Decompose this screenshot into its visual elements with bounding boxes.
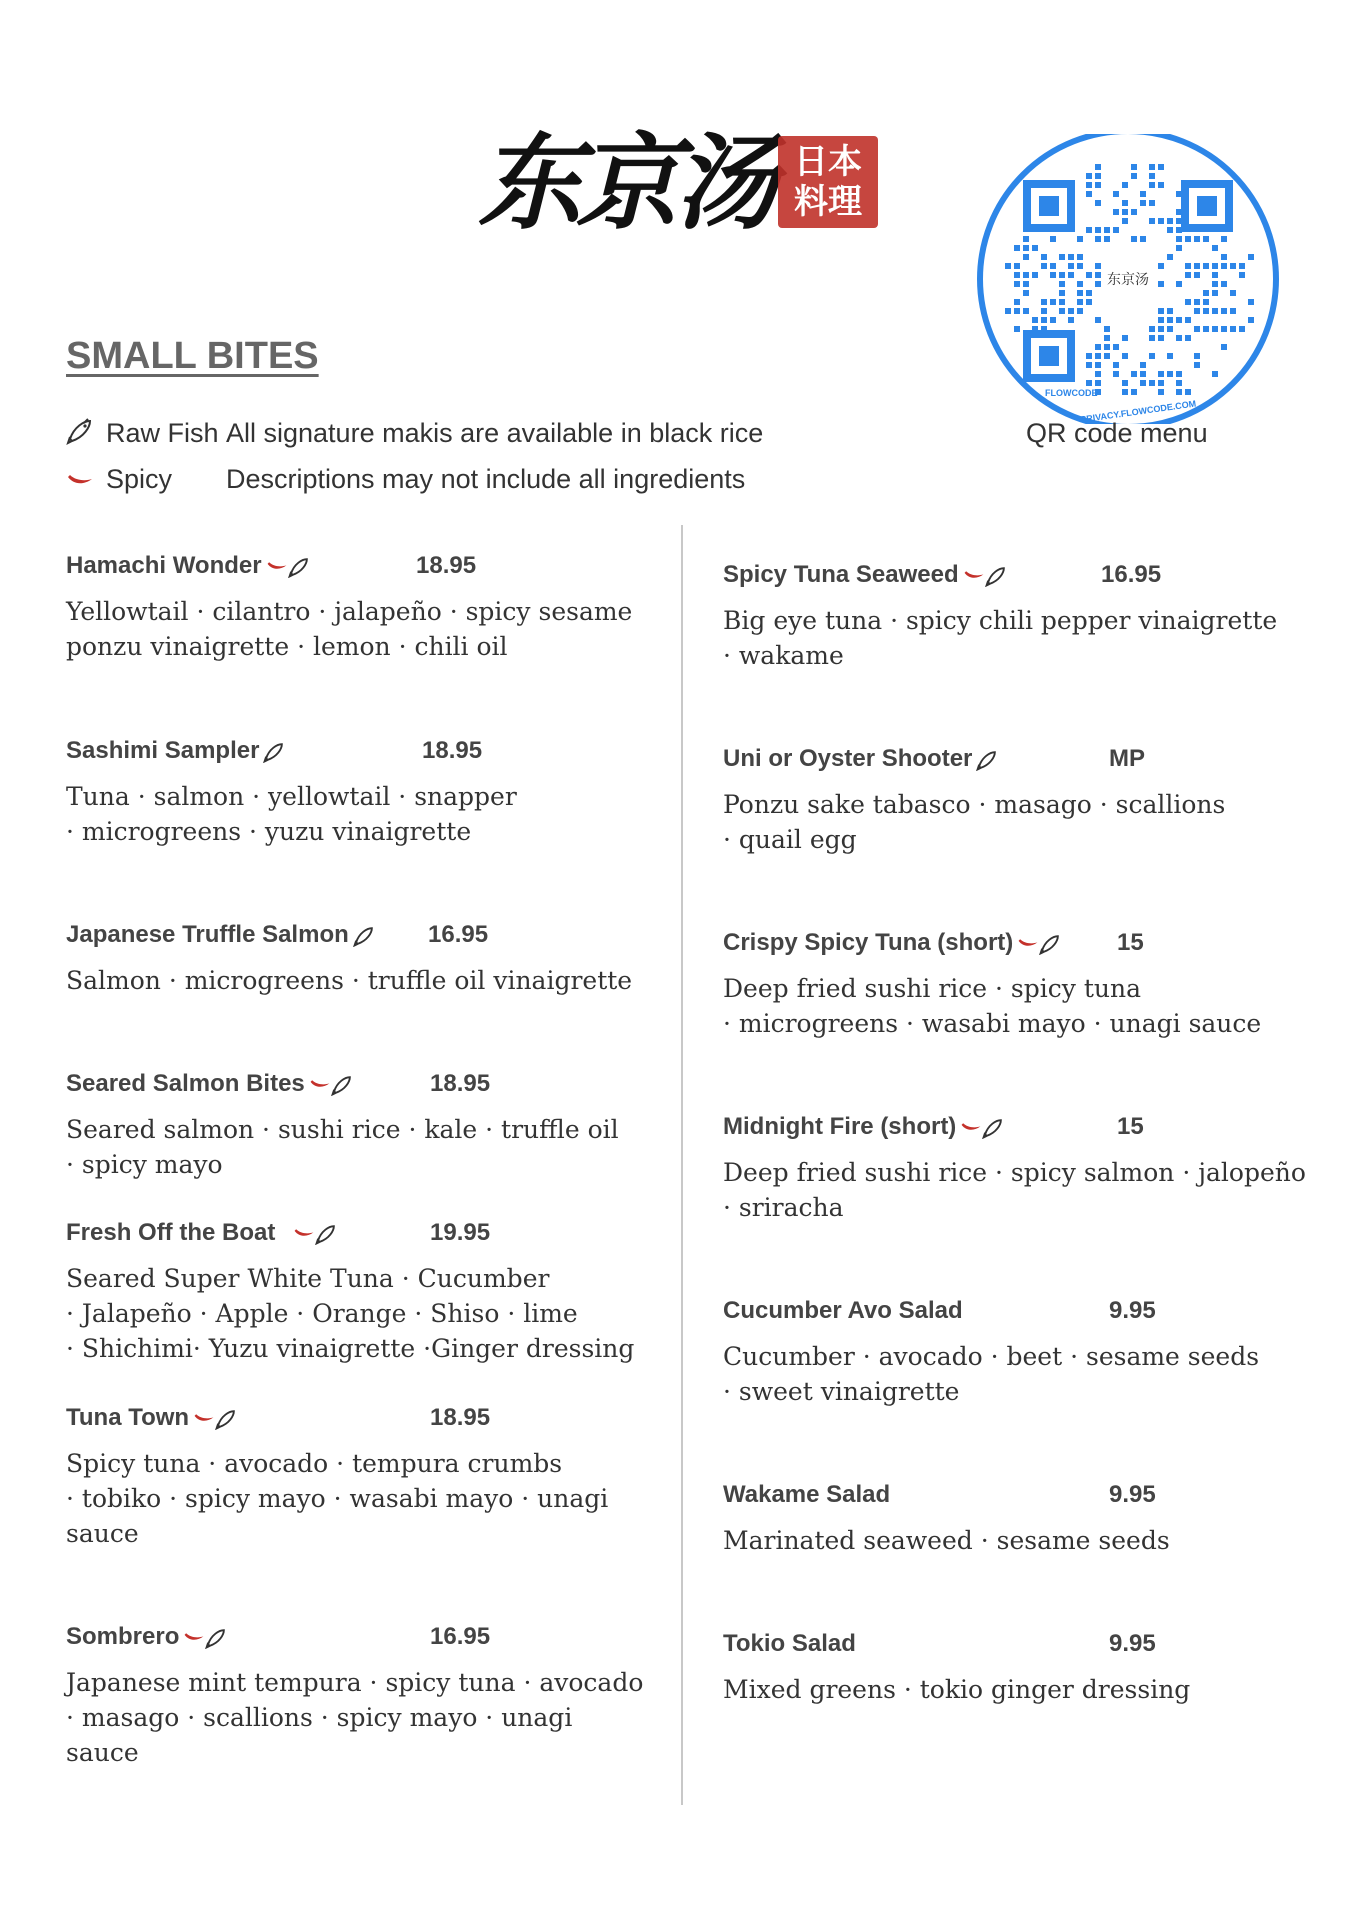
qr-module [1095,362,1101,368]
qr-module [1158,326,1164,332]
qr-module [1212,371,1218,377]
item-description: Spicy tuna · avocado · tempura crumbs · tobiko · spicy mayo · wasabi mayo · unagi sauce [66,1449,609,1548]
item-description: Seared salmon · sushi rice · kale · truffle oil · spicy mayo [66,1115,619,1179]
qr-module [1203,326,1209,332]
item-description: Big eye tuna · spicy chili pepper vinaigrette · wakame [723,606,1278,670]
item-description: Marinated seaweed · sesame seeds [723,1526,1170,1555]
qr-module [1095,227,1101,233]
qr-module [1095,263,1101,269]
item-price: 16.95 [428,921,489,948]
qr-module [1095,353,1101,359]
qr-module [1167,317,1173,323]
legend-spicy-label: Spicy [106,464,173,494]
qr-module [1104,326,1110,332]
qr-center-logo: 东京汤 [1107,272,1149,288]
qr-module [1086,380,1092,386]
qr-module [1158,164,1164,170]
item-price: MP [1109,745,1145,772]
qr-module [1167,254,1173,260]
qr-module [1131,371,1137,377]
fish-icon [263,741,285,763]
qr-module [1023,281,1029,287]
qr-module [1122,389,1128,395]
qr-module [1113,191,1119,197]
item-description: Deep fried sushi rice · spicy salmon · jalopeño · sriracha [723,1158,1306,1222]
menu-item-tokio-salad [723,1630,1360,1707]
fish-icon [982,1117,1004,1139]
qr-module [1176,236,1182,242]
qr-caption: QR code menu [1026,418,1208,448]
qr-module [1095,236,1101,242]
qr-module [1176,371,1182,377]
qr-module [1158,263,1164,269]
qr-module [1113,362,1119,368]
qr-module [1077,281,1083,287]
qr-module [1230,326,1236,332]
qr-module [1077,263,1083,269]
qr-module [1086,173,1092,179]
item-price: 18.95 [430,1070,491,1097]
item-description: Deep fried sushi rice · spicy tuna · microgreens · wasabi mayo · unagi sauce [723,974,1262,1038]
qr-module [1104,353,1110,359]
qr-module [1014,245,1020,251]
item-name: Crispy Spicy Tuna (short) [723,929,1014,956]
qr-module [1131,209,1137,215]
fish-icon [315,1223,337,1245]
qr-module [1221,236,1227,242]
qr-module [1068,254,1074,260]
qr-module [1041,317,1047,323]
qr-module [1086,272,1092,278]
item-description: Tuna · salmon · yellowtail · snapper · microgreens · yuzu vinaigrette [66,782,517,846]
qr-module [1122,335,1128,341]
qr-module [1068,263,1074,269]
qr-module [1059,299,1065,305]
qr-module [1212,326,1218,332]
qr-module [1167,218,1173,224]
qr-module [1113,371,1119,377]
qr-module [1230,308,1236,314]
logo-seal-stamp: 日本料理 [778,136,878,228]
item-price: 18.95 [422,737,483,764]
qr-module [1140,200,1146,206]
item-description: Cucumber · avocado · beet · sesame seeds · sweet vinaigrette [723,1342,1260,1406]
qr-module [1158,308,1164,314]
qr-module [1032,317,1038,323]
qr-module [1212,281,1218,287]
qr-module [1221,263,1227,269]
qr-module [1248,299,1254,305]
qr-module [1212,290,1218,296]
qr-module [1095,272,1101,278]
qr-module [1122,380,1128,386]
qr-module [1176,335,1182,341]
qr-module [1167,371,1173,377]
item-name: Midnight Fire (short) [723,1113,957,1140]
fish-icon [66,417,96,452]
qr-module [1194,362,1200,368]
qr-module [1221,344,1227,350]
menu-item-wakame-salad [723,1481,1360,1558]
qr-module [1176,380,1182,386]
qr-module [1167,326,1173,332]
item-name: Cucumber Avo Salad [723,1297,963,1324]
qr-module [1005,263,1011,269]
item-name: Seared Salmon Bites [66,1070,305,1097]
qr-module [1176,389,1182,395]
item-name: Wakame Salad [723,1481,891,1508]
qr-module [1050,299,1056,305]
fish-icon [976,749,998,771]
qr-module [1122,353,1128,359]
item-name: Sombrero [66,1623,180,1650]
section-title: SMALL BITES [66,335,319,377]
item-description: Seared Super White Tuna · Cucumber · Jalapeño · Apple · Orange · Shiso · lime · Shichimi· Yuzu vinaigrette ·Ginger dressing [66,1264,635,1363]
qr-module [1077,290,1083,296]
qr-module [1158,317,1164,323]
menu-item-crispy-spicy-tuna [723,929,1360,1041]
qr-module [1194,272,1200,278]
qr-module [1167,308,1173,314]
menu-item-cucumber-avo-salad [723,1297,1360,1409]
menu-item-japanese-truffle-salmon [66,921,706,998]
qr-module [1059,290,1065,296]
qr-module [1212,272,1218,278]
qr-module [1140,191,1146,197]
qr-module [1149,173,1155,179]
qr-module [1149,335,1155,341]
item-description: Mixed greens · tokio ginger dressing [723,1675,1191,1704]
qr-module [1185,272,1191,278]
item-price: 18.95 [416,552,477,579]
qr-module [1230,263,1236,269]
item-description: Ponzu sake tabasco · masago · scallions · quail egg [723,790,1226,854]
item-name: Tuna Town [66,1404,190,1431]
menu-item-hamachi-wonder [66,552,706,664]
menu-item-tuna-town [66,1404,706,1551]
qr-module [1086,290,1092,296]
qr-module [1104,344,1110,350]
qr-module [1239,263,1245,269]
qr-code[interactable] [975,134,1281,424]
qr-module [1185,236,1191,242]
menu-item-sashimi-sampler [66,737,706,849]
qr-module [1158,335,1164,341]
qr-module [1095,173,1101,179]
qr-module [1032,245,1038,251]
qr-module [1086,299,1092,305]
chili-pepper-icon [963,569,985,583]
legend-ingredients-note: Descriptions may not include all ingredients [226,464,746,494]
qr-module [1158,182,1164,188]
qr-module [1221,308,1227,314]
chili-pepper-icon [293,1227,315,1241]
qr-module [1158,281,1164,287]
qr-module [1230,290,1236,296]
qr-module [1140,380,1146,386]
legend-raw-fish [66,417,763,452]
qr-module [1050,317,1056,323]
qr-module [1023,290,1029,296]
menu-item-midnight-fire [723,1113,1360,1225]
chili-pepper-icon [66,465,96,496]
fish-icon [215,1408,237,1430]
qr-module [1014,299,1020,305]
menu-item-fresh-off-the-boat [66,1219,706,1366]
fish-icon [353,925,375,947]
qr-module [1095,164,1101,170]
item-price: 15 [1117,1113,1144,1140]
qr-module [1077,254,1083,260]
qr-module [1158,218,1164,224]
chili-pepper-icon [960,1121,982,1135]
fish-icon [331,1074,353,1096]
qr-module [1212,263,1218,269]
qr-module [1140,362,1146,368]
chili-pepper-icon [193,1412,215,1426]
qr-module [1149,164,1155,170]
qr-module [1077,299,1083,305]
item-name: Tokio Salad [723,1630,856,1657]
qr-module [1023,272,1029,278]
qr-module [1032,272,1038,278]
chili-pepper-icon [266,560,288,574]
fish-icon [985,565,1007,587]
qr-module [1149,200,1155,206]
qr-module [1176,245,1182,251]
qr-module [1131,164,1137,170]
qr-module [1221,326,1227,332]
qr-module [1068,272,1074,278]
qr-module [1167,227,1173,233]
qr-module [1095,281,1101,287]
item-name: Hamachi Wonder [66,552,262,579]
qr-module [1185,335,1191,341]
qr-module [1050,263,1056,269]
qr-brand-label: FLOWCODE [1045,388,1098,398]
fish-icon [1039,933,1061,955]
qr-module [1131,236,1137,242]
qr-module [1203,299,1209,305]
menu-item-uni-or-oyster-shooter [723,745,1360,857]
qr-module [1149,353,1155,359]
qr-module [1248,317,1254,323]
qr-module [1041,263,1047,269]
legend-spicy [66,464,745,496]
qr-module [1014,281,1020,287]
qr-module [1185,389,1191,395]
item-name: Spicy Tuna Seaweed [723,561,959,588]
qr-module [1023,254,1029,260]
qr-module [1005,308,1011,314]
item-price: 15 [1117,929,1144,956]
qr-module [1185,299,1191,305]
qr-module [1059,308,1065,314]
chili-pepper-icon [183,1631,205,1645]
qr-module [1185,317,1191,323]
qr-module [1194,263,1200,269]
menu-item-seared-salmon-bites [66,1070,706,1182]
qr-privacy-label: PRIVACY.FLOWCODE.COM [1079,398,1197,424]
qr-module [1104,335,1110,341]
qr-module [1158,371,1164,377]
qr-module [1149,218,1155,224]
qr-module [1095,344,1101,350]
qr-module [1221,281,1227,287]
qr-module [1176,281,1182,287]
qr-module [1158,380,1164,386]
item-name: Fresh Off the Boat [66,1219,276,1246]
qr-module [1095,182,1101,188]
qr-module [1077,308,1083,314]
chili-pepper-icon [1017,937,1039,951]
qr-module [1095,317,1101,323]
qr-module [1149,182,1155,188]
qr-module [1059,254,1065,260]
qr-module [1023,308,1029,314]
qr-module [1059,281,1065,287]
qr-module [1068,317,1074,323]
qr-module [1185,263,1191,269]
qr-module [1212,245,1218,251]
item-description: Salmon · microgreens · truffle oil vinaigrette [66,966,633,995]
item-price: 18.95 [430,1404,491,1431]
item-price: 16.95 [1101,561,1162,588]
qr-module [1122,182,1128,188]
qr-module [1086,182,1092,188]
qr-module [1050,236,1056,242]
qr-module [1095,200,1101,206]
qr-module [1194,326,1200,332]
qr-module [1041,254,1047,260]
qr-module [1221,254,1227,260]
qr-module [1239,326,1245,332]
legend-raw-fish-label: Raw Fish [106,417,219,448]
qr-module [1014,326,1020,332]
fish-icon [205,1627,227,1649]
qr-module [1149,326,1155,332]
qr-module [1068,308,1074,314]
item-price: 19.95 [430,1219,491,1246]
qr-module [1023,245,1029,251]
fish-icon [288,556,310,578]
menu-item-spicy-tuna-seaweed [723,561,1360,673]
qr-module [1203,290,1209,296]
qr-module [1203,308,1209,314]
qr-module [1041,308,1047,314]
qr-module [1104,227,1110,233]
qr-module [1140,236,1146,242]
item-description: Japanese mint tempura · spicy tuna · avocado · masago · scallions · spicy mayo · unagi sauce [66,1668,644,1767]
qr-module [1194,299,1200,305]
qr-module [1086,353,1092,359]
item-price: 16.95 [430,1623,491,1650]
qr-module [1023,236,1029,242]
qr-module [1059,272,1065,278]
qr-module [1086,191,1092,197]
qr-module [1203,236,1209,242]
qr-module [1014,272,1020,278]
qr-module [1113,227,1119,233]
qr-module [1131,389,1137,395]
qr-module [1122,218,1128,224]
item-price: 9.95 [1109,1630,1156,1657]
qr-module [1041,299,1047,305]
qr-module [1086,227,1092,233]
qr-module [1113,209,1119,215]
restaurant-logo [478,118,878,248]
qr-module [1239,272,1245,278]
item-name: Sashimi Sampler [66,737,260,764]
item-price: 9.95 [1109,1297,1156,1324]
qr-module [1176,317,1182,323]
qr-module [1113,344,1119,350]
qr-module [1194,236,1200,242]
qr-module [1086,362,1092,368]
qr-module [1122,200,1128,206]
qr-module [1095,380,1101,386]
qr-module [1194,308,1200,314]
qr-module [1077,236,1083,242]
qr-module [1095,371,1101,377]
item-price: 9.95 [1109,1481,1156,1508]
menu-item-sombrero [66,1623,706,1770]
item-name: Japanese Truffle Salmon [66,921,349,948]
qr-module [1014,263,1020,269]
item-name: Uni or Oyster Shooter [723,745,973,772]
qr-module [1050,272,1056,278]
qr-module [1149,380,1155,386]
qr-module [1194,353,1200,359]
qr-module [1014,308,1020,314]
qr-module [1212,308,1218,314]
qr-module [1122,209,1128,215]
logo-calligraphy: 东京汤 [478,121,773,244]
qr-module [1104,236,1110,242]
item-description: Yellowtail · cilantro · jalapeño · spicy sesame ponzu vinaigrette · lemon · chili oil [66,597,633,661]
qr-module [1158,389,1164,395]
chili-pepper-icon [309,1078,331,1092]
qr-module [1248,254,1254,260]
qr-module [1131,173,1137,179]
qr-module [1203,263,1209,269]
qr-module [1167,353,1173,359]
legend-black-rice-note: All signature makis are available in black rice [226,417,764,448]
qr-module [1140,371,1146,377]
